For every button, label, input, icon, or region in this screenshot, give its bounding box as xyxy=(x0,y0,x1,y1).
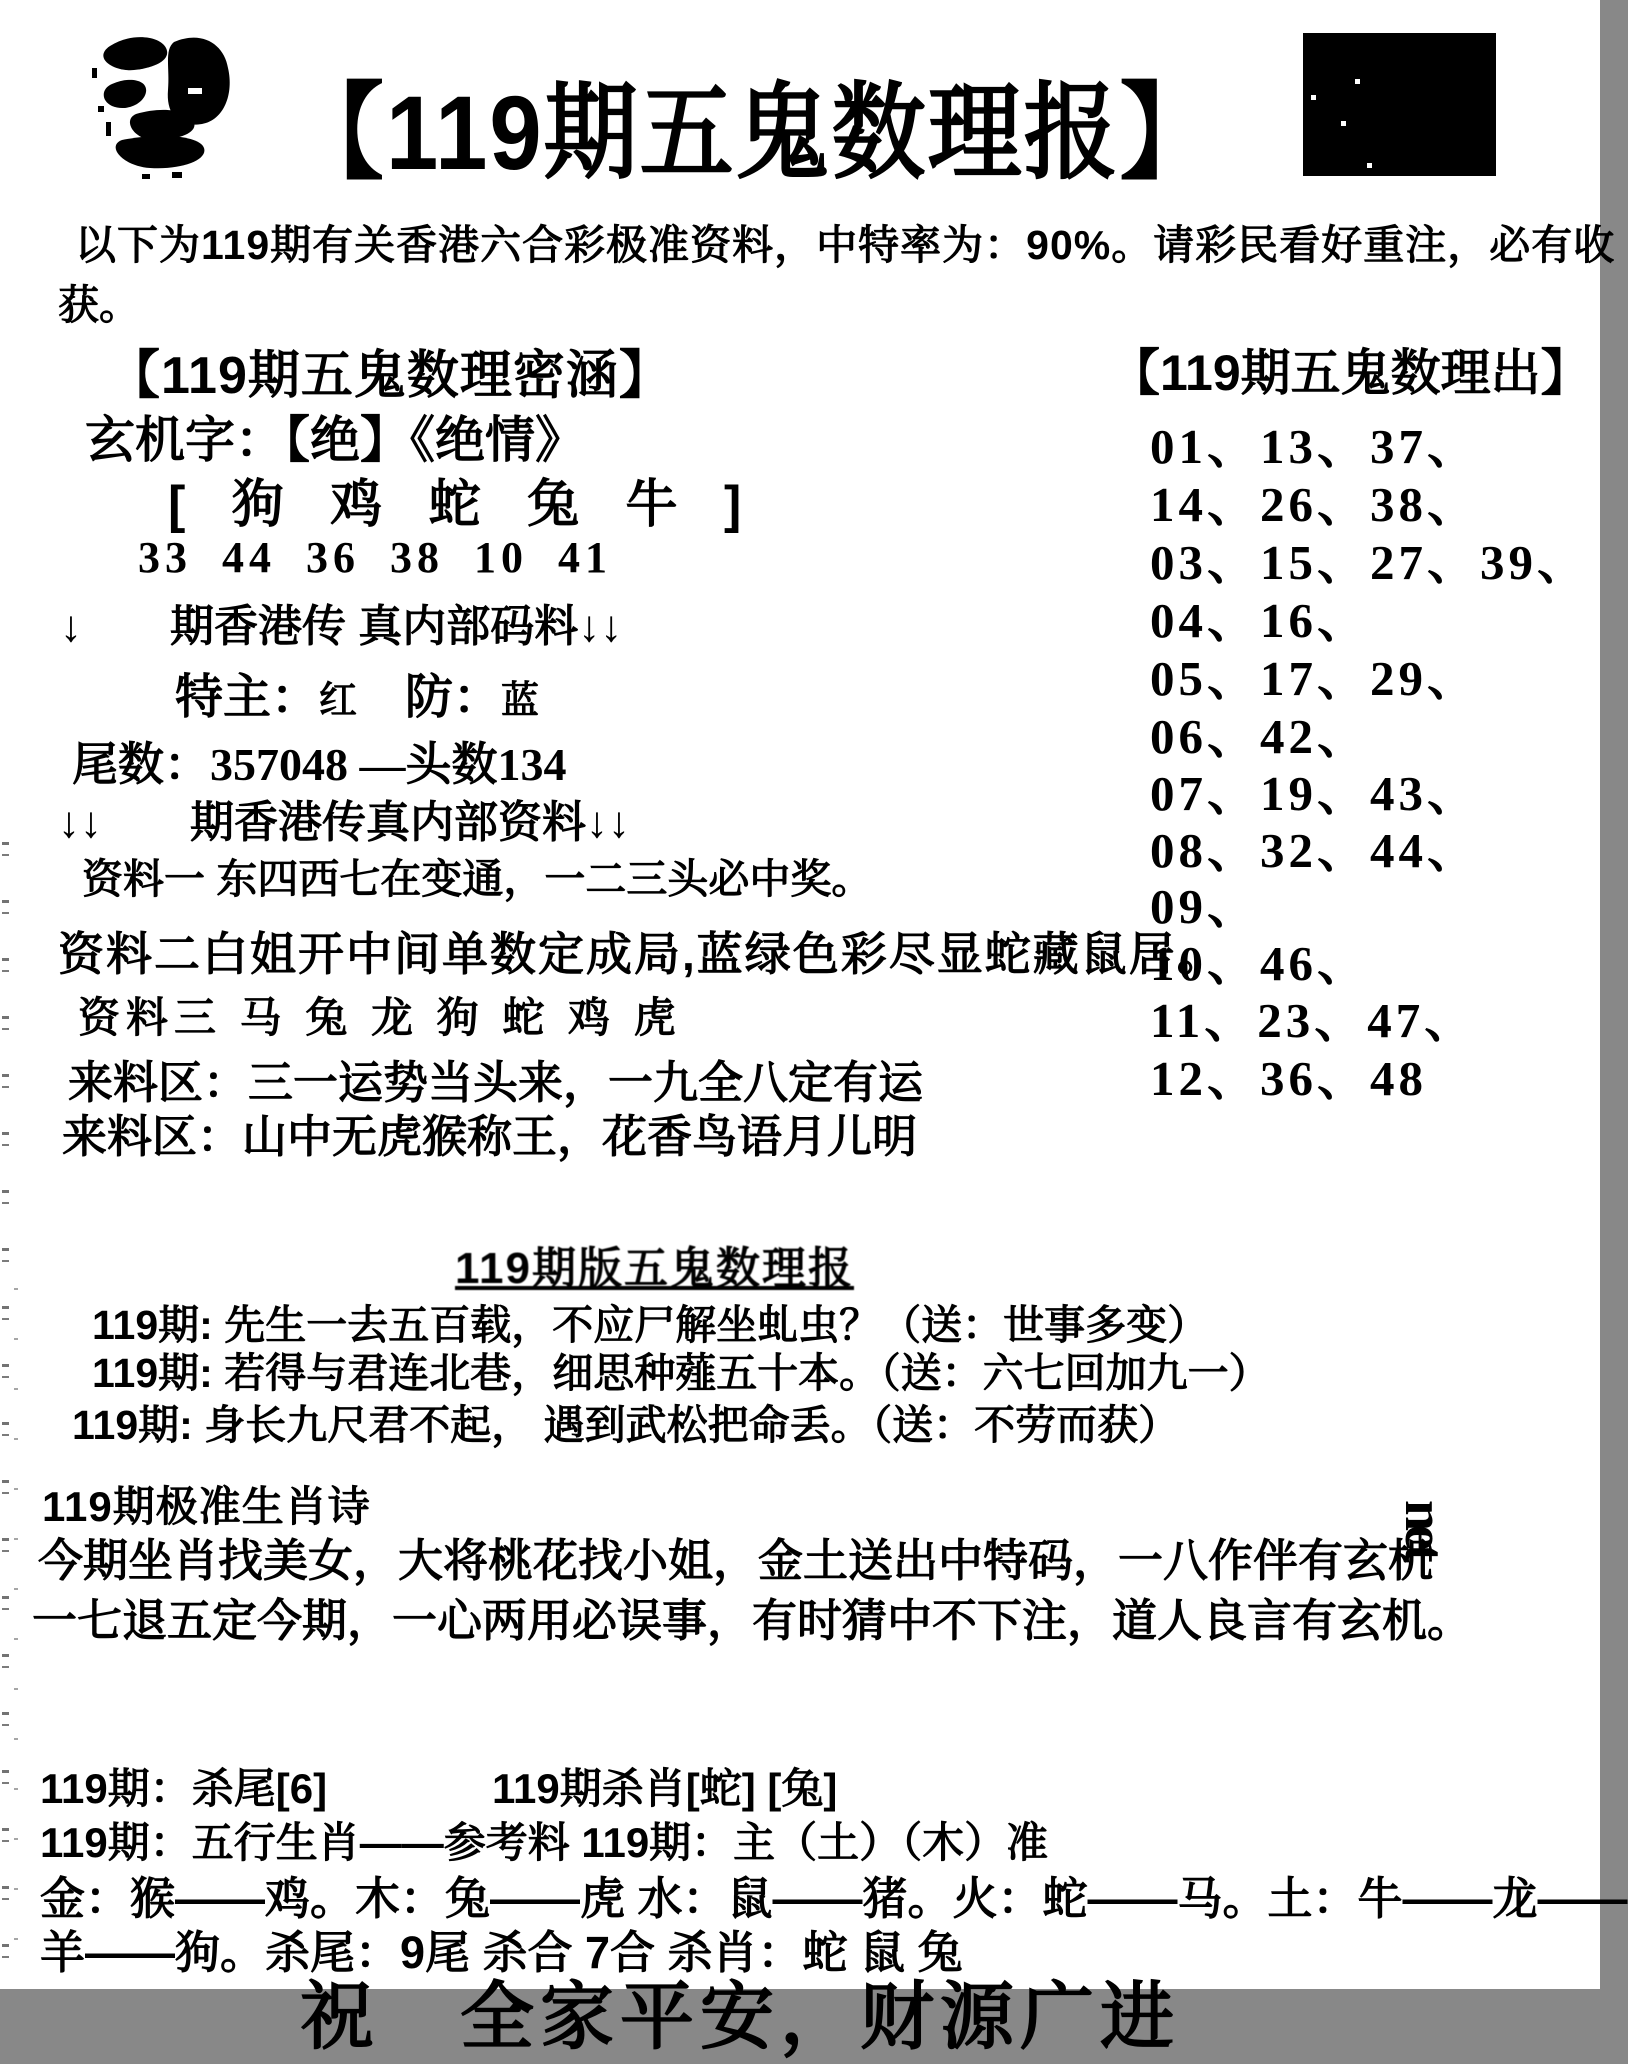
poem-line-3: 119期: 身长九尺君不起， 遇到武松把命丢。（送：不劳而获） xyxy=(72,1402,1180,1448)
number-row: 08、32、44、 xyxy=(1150,823,1481,878)
fang-value: 蓝 xyxy=(501,680,540,722)
weishu-line xyxy=(72,728,567,794)
number-row: 03、15、27、39、 xyxy=(1150,535,1591,590)
blessing-line: 祝 全家平安，财源广进 xyxy=(300,1975,1180,2058)
number-row: 06、42、 xyxy=(1150,709,1371,764)
tezhu-label: 特主： xyxy=(175,671,320,724)
wuxing-mapping-line-2: 羊——狗。杀尾：9尾 杀合 7合 杀肖：蛇 鼠 兔 xyxy=(40,1927,963,1978)
shengxiao-line-1: 今期坐肖找美女，大将桃花找小姐，金土送出中特码，一八作伴有玄机 xyxy=(38,1535,1434,1586)
number-row: 05、17、29、 xyxy=(1150,651,1481,706)
corner-black-block xyxy=(1303,33,1496,176)
intro-line-2: 获。 xyxy=(58,282,140,328)
tezhu-value: 红 xyxy=(319,680,358,722)
number-row: 10、46、 xyxy=(1150,936,1371,991)
zodiac-bracket-line: [ 狗 鸡 蛇 兔 牛 ] xyxy=(168,476,758,534)
arrow-line-2: ↓↓ 期香港传真内部资料↓↓ xyxy=(58,798,630,847)
poem-section-heading: 119期版五鬼数理报 xyxy=(455,1244,854,1293)
scan-noise-strip xyxy=(2,820,9,1989)
number-row: 09、 xyxy=(1150,879,1261,934)
wuxing-reference-line: 119期：五行生肖——参考料 119期：主（土）（木）准 xyxy=(40,1819,1049,1866)
shengxiao-line-2: 一七退五定今期，一心两用必误事，有时猜中不下注，道人良言有玄机。 xyxy=(32,1595,1473,1646)
ink-blob-stamp-icon xyxy=(82,28,252,198)
kill-zodiac-line: 119期杀肖[蛇] [兔] xyxy=(492,1765,838,1812)
scan-noise-strip xyxy=(14,1240,18,1980)
shengxiao-heading: 119期极准生肖诗 xyxy=(42,1483,371,1530)
number-row: 14、26、38、 xyxy=(1150,477,1481,532)
secret-section-heading: 【119期五鬼数理密涵】 xyxy=(108,347,672,405)
xuanji-line: 玄机字：【绝】《绝情》 xyxy=(85,412,585,468)
lailiao-1-line: 来料区：三一运势当头来，一九全八定有运 xyxy=(68,1057,924,1108)
number-row: 07、19、43、 xyxy=(1150,766,1481,821)
fang-label: 防： xyxy=(357,671,502,724)
arrow-line-1: ↓ 期香港传 真内部码料↓↓ xyxy=(60,602,623,651)
ziliao-2-line: 资料二白姐开中间单数定成局,蓝绿色彩尽显蛇藏鼠居。 xyxy=(58,928,1225,980)
weishu-label: 尾数： xyxy=(72,738,210,790)
poem-line-1: 119期: 先生一去五百载，不应尸解坐虬虫？（送：世事多变） xyxy=(92,1302,1209,1348)
lucky-numbers-line: 33 44 36 38 10 41 xyxy=(138,533,612,582)
wuxing-mapping-line: 金：猴——鸡。木：兔——虎 水：鼠——猪。火：蛇——马。土：牛——龙—— xyxy=(40,1873,1628,1924)
ziliao-3-line: 资料三 马 兔 龙 狗 蛇 鸡 虎 xyxy=(78,994,682,1041)
number-row: 01、13、37、 xyxy=(1150,419,1481,474)
edge-print-artifact: net xyxy=(1393,1500,1455,1557)
number-row: 12、36、48 xyxy=(1150,1051,1428,1106)
output-section-heading: 【119期五鬼数理出】 xyxy=(1110,345,1591,401)
number-row: 04、16、 xyxy=(1150,593,1371,648)
lailiao-2-line: 来料区：山中无虎猴称王，花香鸟语月儿明 xyxy=(62,1111,918,1162)
number-row: 11、23、47、 xyxy=(1150,993,1478,1048)
kill-tail-line: 119期：杀尾[6] xyxy=(40,1765,328,1812)
tezhu-line xyxy=(175,658,539,727)
intro-line-1: 以下为119期有关香港六合彩极准资料，中特率为：90%。请彩民看好重注，必有收 xyxy=(75,222,1616,268)
weishu-value: 357048 —头数134 xyxy=(210,739,567,790)
poem-line-2: 119期: 若得与君连北巷，细思种薤五十本。（送：六七回加九一） xyxy=(92,1350,1270,1396)
page-title: 【119期五鬼数理报】 xyxy=(290,73,1216,192)
ziliao-1-line: 资料一 东四西七在变通，一二三头必中奖。 xyxy=(82,856,873,902)
